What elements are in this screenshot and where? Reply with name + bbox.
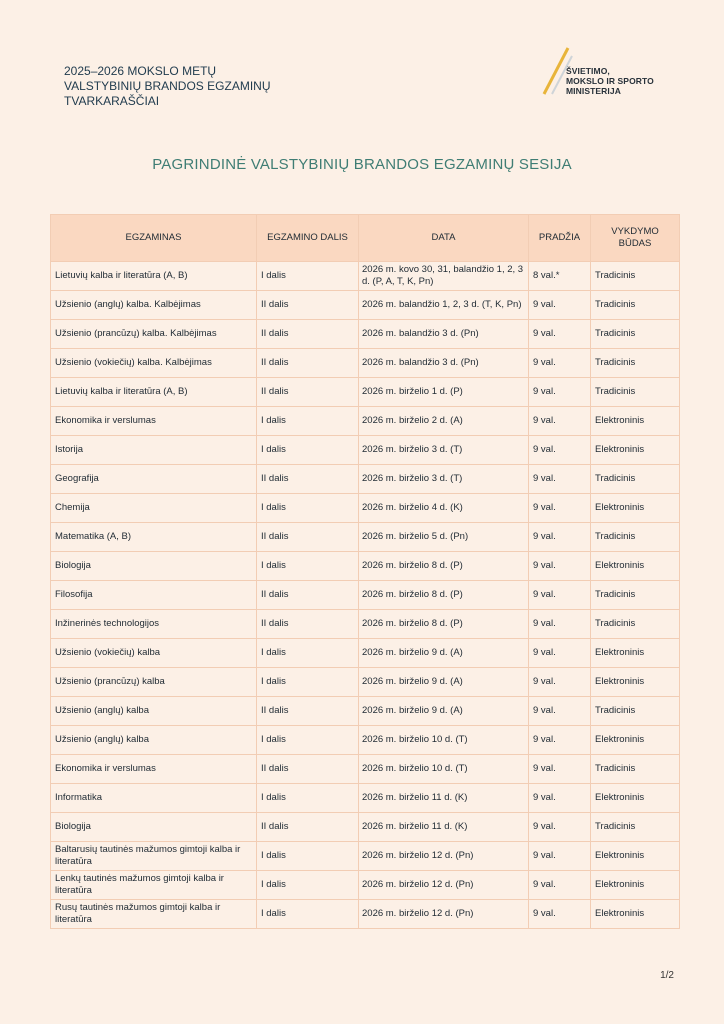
logo-text — [566, 66, 654, 96]
cell-mode: Tradicinis — [591, 320, 680, 349]
cell-start: 9 val. — [529, 639, 591, 668]
cell-part: II dalis — [257, 349, 359, 378]
cell-mode: Tradicinis — [591, 465, 680, 494]
cell-part: II dalis — [257, 465, 359, 494]
cell-date: 2026 m. birželio 12 d. (Pn) — [359, 842, 529, 871]
cell-date: 2026 m. birželio 1 d. (P) — [359, 378, 529, 407]
cell-start: 9 val. — [529, 320, 591, 349]
cell-start: 9 val. — [529, 784, 591, 813]
cell-date: 2026 m. balandžio 3 d. (Pn) — [359, 320, 529, 349]
cell-start: 9 val. — [529, 697, 591, 726]
cell-start: 9 val. — [529, 900, 591, 929]
cell-date: 2026 m. birželio 4 d. (K) — [359, 494, 529, 523]
table-row — [51, 378, 680, 407]
cell-exam: Užsienio (anglų) kalba. Kalbėjimas — [51, 291, 257, 320]
cell-part: I dalis — [257, 726, 359, 755]
cell-part: I dalis — [257, 436, 359, 465]
table-row — [51, 523, 680, 552]
cell-start: 9 val. — [529, 465, 591, 494]
logo-line-1: ŠVIETIMO, — [566, 66, 610, 76]
cell-start: 9 val. — [529, 349, 591, 378]
column-header-part: EGZAMINO DALIS — [257, 215, 359, 262]
cell-mode: Tradicinis — [591, 349, 680, 378]
cell-date: 2026 m. birželio 9 d. (A) — [359, 697, 529, 726]
cell-mode: Elektroninis — [591, 668, 680, 697]
cell-mode: Elektroninis — [591, 407, 680, 436]
table-body — [51, 262, 680, 929]
cell-mode: Elektroninis — [591, 494, 680, 523]
table-row — [51, 494, 680, 523]
cell-date: 2026 m. birželio 12 d. (Pn) — [359, 871, 529, 900]
cell-start: 9 val. — [529, 755, 591, 784]
table-row — [51, 639, 680, 668]
ministry-logo — [538, 46, 678, 98]
table-row — [51, 581, 680, 610]
cell-part: II dalis — [257, 523, 359, 552]
cell-exam: Užsienio (prancūzų) kalba. Kalbėjimas — [51, 320, 257, 349]
cell-start: 8 val.* — [529, 262, 591, 291]
table-row — [51, 436, 680, 465]
cell-mode: Tradicinis — [591, 755, 680, 784]
cell-mode: Tradicinis — [591, 262, 680, 291]
cell-part: I dalis — [257, 900, 359, 929]
cell-start: 9 val. — [529, 668, 591, 697]
cell-exam: Ekonomika ir verslumas — [51, 755, 257, 784]
cell-start: 9 val. — [529, 813, 591, 842]
table-row — [51, 552, 680, 581]
table-row — [51, 668, 680, 697]
cell-part: II dalis — [257, 291, 359, 320]
cell-exam: Inžinerinės technologijos — [51, 610, 257, 639]
cell-part: I dalis — [257, 552, 359, 581]
table-row — [51, 784, 680, 813]
cell-exam: Lietuvių kalba ir literatūra (A, B) — [51, 262, 257, 291]
cell-part: I dalis — [257, 871, 359, 900]
cell-mode: Elektroninis — [591, 842, 680, 871]
cell-mode: Elektroninis — [591, 871, 680, 900]
cell-mode: Elektroninis — [591, 639, 680, 668]
cell-exam: Matematika (A, B) — [51, 523, 257, 552]
column-header-exam: EGZAMINAS — [51, 215, 257, 262]
section-title: PAGRINDINĖ VALSTYBINIŲ BRANDOS EGZAMINŲ SESIJA — [152, 156, 572, 173]
cell-start: 9 val. — [529, 552, 591, 581]
cell-date: 2026 m. birželio 3 d. (T) — [359, 465, 529, 494]
header-line-3: TVARKARAŠČIAI — [64, 94, 160, 108]
cell-exam: Užsienio (vokiečių) kalba — [51, 639, 257, 668]
cell-start: 9 val. — [529, 436, 591, 465]
table-row — [51, 726, 680, 755]
cell-start: 9 val. — [529, 291, 591, 320]
cell-start: 9 val. — [529, 494, 591, 523]
cell-mode: Elektroninis — [591, 900, 680, 929]
cell-exam: Užsienio (vokiečių) kalba. Kalbėjimas — [51, 349, 257, 378]
cell-date: 2026 m. birželio 5 d. (Pn) — [359, 523, 529, 552]
cell-start: 9 val. — [529, 407, 591, 436]
cell-mode: Tradicinis — [591, 581, 680, 610]
header-line-1: 2025–2026 MOKSLO METŲ — [64, 64, 217, 78]
cell-date: 2026 m. birželio 9 d. (A) — [359, 668, 529, 697]
cell-start: 9 val. — [529, 581, 591, 610]
cell-date: 2026 m. birželio 2 d. (A) — [359, 407, 529, 436]
cell-part: II dalis — [257, 581, 359, 610]
cell-date: 2026 m. birželio 3 d. (T) — [359, 436, 529, 465]
table-row — [51, 291, 680, 320]
table-row — [51, 407, 680, 436]
cell-exam: Užsienio (anglų) kalba — [51, 697, 257, 726]
cell-start: 9 val. — [529, 523, 591, 552]
table-row — [51, 871, 680, 900]
cell-date: 2026 m. balandžio 1, 2, 3 d. (T, K, Pn) — [359, 291, 529, 320]
table-row — [51, 697, 680, 726]
cell-date: 2026 m. birželio 12 d. (Pn) — [359, 900, 529, 929]
cell-mode: Elektroninis — [591, 552, 680, 581]
cell-part: I dalis — [257, 639, 359, 668]
cell-exam: Filosofija — [51, 581, 257, 610]
cell-start: 9 val. — [529, 610, 591, 639]
cell-exam: Informatika — [51, 784, 257, 813]
cell-mode: Elektroninis — [591, 436, 680, 465]
exam-schedule-table — [50, 214, 680, 929]
cell-part: I dalis — [257, 784, 359, 813]
cell-start: 9 val. — [529, 726, 591, 755]
table-row — [51, 349, 680, 378]
cell-part: II dalis — [257, 697, 359, 726]
cell-date: 2026 m. birželio 8 d. (P) — [359, 581, 529, 610]
cell-part: II dalis — [257, 320, 359, 349]
cell-part: II dalis — [257, 755, 359, 784]
cell-mode: Tradicinis — [591, 697, 680, 726]
cell-mode: Tradicinis — [591, 523, 680, 552]
cell-mode: Elektroninis — [591, 784, 680, 813]
cell-mode: Tradicinis — [591, 813, 680, 842]
cell-date: 2026 m. birželio 9 d. (A) — [359, 639, 529, 668]
table-row — [51, 465, 680, 494]
cell-exam: Baltarusių tautinės mažumos gimtoji kalba ir literatūra — [51, 842, 257, 871]
cell-date: 2026 m. birželio 8 d. (P) — [359, 552, 529, 581]
table-row — [51, 900, 680, 929]
cell-date: 2026 m. balandžio 3 d. (Pn) — [359, 349, 529, 378]
cell-part: I dalis — [257, 842, 359, 871]
logo-line-3: MINISTERIJA — [566, 86, 621, 96]
table-header-row — [51, 215, 680, 262]
table-row — [51, 755, 680, 784]
cell-part: I dalis — [257, 262, 359, 291]
column-header-date: DATA — [359, 215, 529, 262]
document-header — [64, 64, 270, 109]
cell-part: I dalis — [257, 494, 359, 523]
column-header-mode: VYKDYMO BŪDAS — [591, 215, 680, 262]
cell-exam: Užsienio (anglų) kalba — [51, 726, 257, 755]
cell-part: I dalis — [257, 668, 359, 697]
cell-exam: Lenkų tautinės mažumos gimtoji kalba ir literatūra — [51, 871, 257, 900]
cell-date: 2026 m. birželio 11 d. (K) — [359, 813, 529, 842]
cell-mode: Tradicinis — [591, 291, 680, 320]
cell-mode: Tradicinis — [591, 610, 680, 639]
column-header-start: PRADŽIA — [529, 215, 591, 262]
cell-part: I dalis — [257, 407, 359, 436]
cell-part: II dalis — [257, 378, 359, 407]
table-row — [51, 610, 680, 639]
cell-start: 9 val. — [529, 871, 591, 900]
cell-date: 2026 m. kovo 30, 31, balandžio 1, 2, 3 d. (P, A, T, K, Pn) — [359, 262, 529, 291]
table-row — [51, 320, 680, 349]
cell-date: 2026 m. birželio 10 d. (T) — [359, 726, 529, 755]
page-number: 1/2 — [660, 970, 674, 981]
cell-part: II dalis — [257, 813, 359, 842]
cell-start: 9 val. — [529, 378, 591, 407]
cell-date: 2026 m. birželio 8 d. (P) — [359, 610, 529, 639]
cell-exam: Biologija — [51, 552, 257, 581]
cell-mode: Elektroninis — [591, 726, 680, 755]
logo-line-2: MOKSLO IR SPORTO — [566, 76, 654, 86]
cell-exam: Ekonomika ir verslumas — [51, 407, 257, 436]
cell-exam: Rusų tautinės mažumos gimtoji kalba ir literatūra — [51, 900, 257, 929]
table-row — [51, 842, 680, 871]
cell-mode: Tradicinis — [591, 378, 680, 407]
cell-start: 9 val. — [529, 842, 591, 871]
cell-exam: Lietuvių kalba ir literatūra (A, B) — [51, 378, 257, 407]
cell-date: 2026 m. birželio 11 d. (K) — [359, 784, 529, 813]
cell-exam: Istorija — [51, 436, 257, 465]
cell-exam: Geografija — [51, 465, 257, 494]
table-row — [51, 262, 680, 291]
cell-date: 2026 m. birželio 10 d. (T) — [359, 755, 529, 784]
cell-part: II dalis — [257, 610, 359, 639]
header-line-2: VALSTYBINIŲ BRANDOS EGZAMINŲ — [64, 79, 271, 93]
cell-exam: Chemija — [51, 494, 257, 523]
table-row — [51, 813, 680, 842]
cell-exam: Biologija — [51, 813, 257, 842]
cell-exam: Užsienio (prancūzų) kalba — [51, 668, 257, 697]
